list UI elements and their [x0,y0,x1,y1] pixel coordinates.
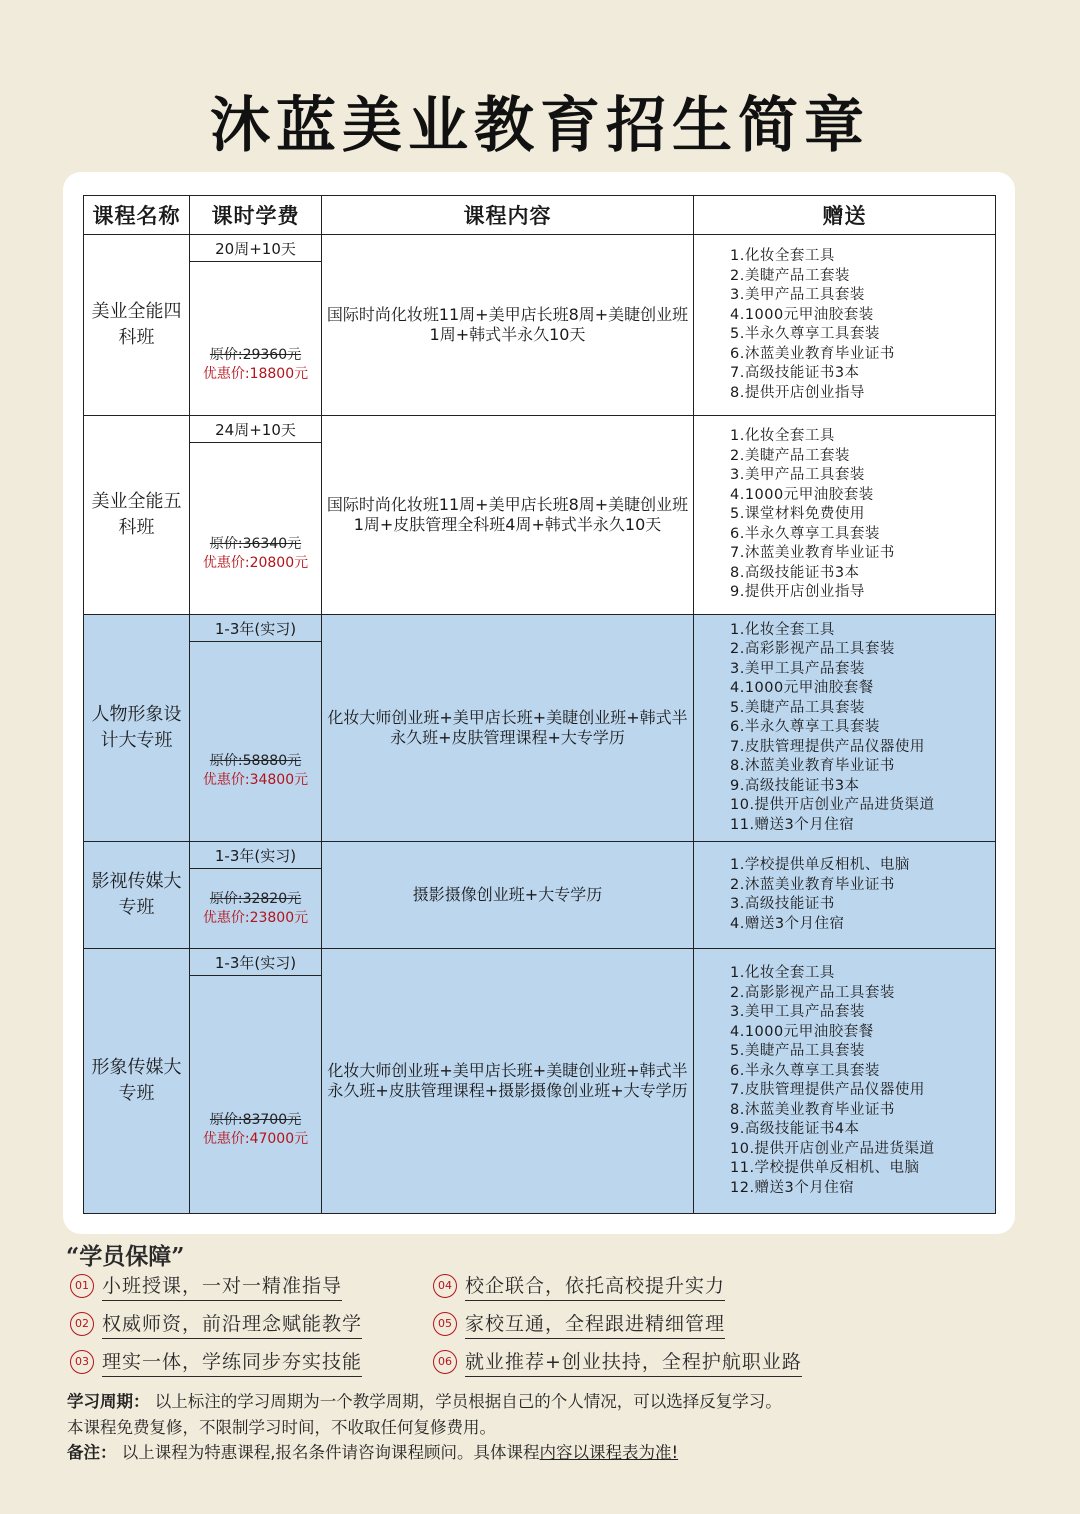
course-price [190,869,322,949]
table-row [84,615,996,642]
gift-item: 2.沐蓝美业教育毕业证书 [730,876,895,893]
gift-item: 5.美睫产品工具套装 [730,699,865,716]
gift-item: 6.沐蓝美业教育毕业证书 [730,345,895,362]
course-name: 人物形象设计大专班 [91,704,182,751]
course-name-cell [84,235,190,416]
header-duration-fee: 课时学费 [190,196,322,235]
gift-item: 5.课堂材料免费使用 [730,506,865,523]
number-badge: 06 [433,1350,457,1374]
course-gifts [694,949,996,1214]
original-price: 原价:83700元 [209,1111,302,1128]
guarantee-text: 权威师资，前沿理念赋能教学 [102,1309,362,1339]
guarantee-text: 小班授课，一对一精准指导 [102,1271,342,1301]
course-duration: 24周+10天 [190,416,322,443]
gift-item: 8.沐蓝美业教育毕业证书 [730,1101,895,1118]
gift-item: 8.提供开店创业指导 [730,384,865,401]
course-content: 国际时尚化妆班11周+美甲店长班8周+美睫创业班1周+韩式半永久10天 [322,235,694,416]
course-content: 国际时尚化妆班11周+美甲店长班8周+美睫创业班1周+皮肤管理全科班4周+韩式半永久10天 [322,416,694,615]
number-badge: 05 [433,1312,457,1336]
course-duration: 20周+10天 [190,235,322,262]
gift-item: 11.学校提供单反相机、电脑 [730,1160,920,1176]
gift-item: 6.半永久尊享工具套装 [730,719,880,736]
gift-item: 1.化妆全套工具 [730,965,835,981]
original-price: 原价:58880元 [209,752,302,769]
original-price: 原价:29360元 [209,346,302,363]
guarantee-item [433,1271,725,1301]
gift-item: 2.美睫产品工套装 [730,267,850,284]
gift-item: 2.高影影视产品工具套装 [730,984,895,1001]
course-duration: 1-3年(实习) [190,949,322,976]
gift-item: 9.高级技能证书3本 [730,777,860,794]
discount-price: 优惠价:23800元 [202,909,309,926]
course-name-cell [84,842,190,949]
discount-price: 优惠价:18800元 [202,365,309,382]
course-gifts [694,235,996,416]
number-badge: 04 [433,1274,457,1298]
course-price [190,262,322,416]
guarantee-item [70,1347,362,1377]
course-gifts [694,615,996,842]
discount-price: 优惠价:34800元 [202,771,309,788]
table-row [84,949,996,976]
original-price: 原价:36340元 [209,535,302,552]
guarantee-title: “学员保障” [66,1243,185,1270]
gift-item: 6.半永久尊享工具套装 [730,1062,880,1079]
gift-item: 9.提供开店创业指导 [730,584,865,601]
course-name: 美业全能五科班 [91,491,182,538]
number-badge: 02 [70,1312,94,1336]
gift-item: 9.高级技能证书4本 [730,1121,860,1137]
gift-item: 3.美甲产品工具套装 [730,467,865,484]
gift-item: 1.学校提供单反相机、电脑 [730,857,910,873]
course-table [83,195,996,1214]
discount-price: 优惠价:20800元 [202,554,309,571]
table-header-row [84,196,996,235]
gift-item: 7.皮肤管理提供产品仪器使用 [730,738,925,755]
gift-item: 10.提供开店创业产品进货渠道 [730,1140,935,1157]
guarantee-item [433,1309,725,1339]
table-row [84,235,996,262]
gift-item: 1.化妆全套工具 [730,621,835,638]
course-content: 摄影摄像创业班+大专学历 [322,842,694,949]
remark-text-underlined: 内容以课程表为准! [539,1443,679,1462]
guarantee-text: 理实一体，学练同步夯实技能 [102,1347,362,1377]
course-gifts [694,842,996,949]
guarantee-text: 校企联合，依托高校提升实力 [465,1271,725,1301]
gift-item: 4.1000元甲油胶套装 [730,486,874,503]
guarantee-text: 就业推荐+创业扶持，全程护航职业路 [465,1347,802,1377]
study-cycle-label: 学习周期： [67,1392,150,1411]
gift-item: 8.高级技能证书3本 [730,564,860,581]
original-price: 原价:32820元 [209,890,302,907]
gift-item: 6.半永久尊享工具套装 [730,525,880,542]
header-gifts: 赠送 [694,196,996,235]
page-title: 沐蓝美业教育招生简章 [210,91,870,161]
guarantee-text: 家校互通，全程跟进精细管理 [465,1309,725,1339]
gift-item: 10.提供开店创业产品进货渠道 [730,797,935,814]
gift-item: 5.美睫产品工具套装 [730,1043,865,1059]
course-price [190,443,322,615]
header-course-name: 课程名称 [84,196,190,235]
course-gifts [694,416,996,615]
remark-label: 备注： [67,1443,117,1462]
gift-item: 4.1000元甲油胶套装 [730,306,874,323]
course-duration: 1-3年(实习) [190,615,322,642]
gift-item: 1.化妆全套工具 [730,248,835,264]
guarantee-item [70,1309,362,1339]
table-row [84,416,996,443]
gift-item: 5.半永久尊享工具套装 [730,326,880,342]
course-name: 形象传媒大专班 [91,1057,182,1104]
course-name-cell [84,615,190,842]
gift-item: 8.沐蓝美业教育毕业证书 [730,758,895,775]
free-repeat-note: 本课程免费复修，不限制学习时间，不收取任何复修费用。 [67,1418,496,1437]
number-badge: 03 [70,1350,94,1374]
guarantee-item [70,1271,342,1301]
course-content: 化妆大师创业班+美甲店长班+美睫创业班+韩式半永久班+皮肤管理课程+大专学历 [322,615,694,842]
study-cycle-note [67,1388,782,1412]
header-course-content: 课程内容 [322,196,694,235]
study-cycle-text: 以上标注的学习周期为一个教学周期，学员根据自己的个人情况，可以选择反复学习。 [154,1392,782,1411]
course-name: 影视传媒大专班 [91,871,182,918]
gift-item: 4.赠送3个月住宿 [730,915,845,932]
gift-item: 2.美睫产品工套装 [730,447,850,464]
gift-item: 3.美甲产品工具套装 [730,287,865,303]
course-duration: 1-3年(实习) [190,842,322,869]
gift-item: 4.1000元甲油胶套餐 [730,680,874,697]
gift-item: 3.美甲工具产品套装 [730,1004,865,1020]
gift-item: 12.赠送3个月住宿 [730,1179,855,1196]
table-row [84,842,996,869]
course-price [190,976,322,1214]
course-name-cell [84,949,190,1214]
course-content: 化妆大师创业班+美甲店长班+美睫创业班+韩式半永久班+皮肤管理课程+摄影摄像创业班+大专学历 [322,949,694,1214]
discount-price: 优惠价:47000元 [202,1130,309,1147]
gift-item: 7.皮肤管理提供产品仪器使用 [730,1082,925,1098]
course-price [190,642,322,842]
gift-item: 11.赠送3个月住宿 [730,816,855,833]
gift-item: 7.沐蓝美业教育毕业证书 [730,545,895,562]
guarantee-item [433,1347,802,1377]
gift-item: 2.高彩影视产品工具套装 [730,641,895,658]
gift-item: 3.美甲工具产品套装 [730,660,865,677]
gift-item: 4.1000元甲油胶套餐 [730,1023,874,1040]
remark-note [67,1439,678,1463]
number-badge: 01 [70,1274,94,1298]
gift-item: 1.化妆全套工具 [730,428,835,445]
gift-item: 7.高级技能证书3本 [730,365,860,381]
remark-text: 以上课程为特惠课程,报名条件请咨询课程顾问。具体课程 [121,1443,540,1462]
course-name: 美业全能四科班 [91,301,182,348]
course-name-cell [84,416,190,615]
gift-item: 3.高级技能证书 [730,896,835,912]
